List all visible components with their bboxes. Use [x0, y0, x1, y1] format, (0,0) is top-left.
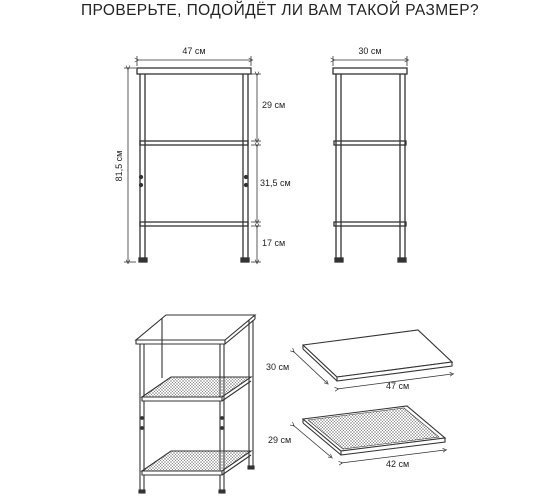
front-middle-shelf [140, 141, 248, 145]
middle-gap-label: 31,5 см [260, 178, 291, 188]
side-bottom-shelf [334, 222, 406, 226]
front-bottom-shelf [140, 222, 248, 226]
side-top-panel [333, 68, 407, 74]
rack-3d-view [136, 315, 255, 493]
front-height-label: 81,5 см [114, 150, 124, 182]
rack-middle-shelf [142, 377, 251, 397]
page-title: ПРОВЕРЬТЕ, ПОДОЙДЁТ ЛИ ВАМ ТАКОЙ РАЗМЕР? [80, 2, 480, 19]
mesh-shelf-detail [303, 406, 445, 455]
mesh-shelf-depth-label: 29 см [268, 435, 292, 445]
side-middle-shelf [334, 141, 406, 145]
top-panel-width-label: 47 см [386, 381, 410, 391]
bottom-gap-label: 17 см [262, 238, 286, 248]
side-view [333, 68, 407, 262]
rack-bottom-shelf [142, 451, 251, 471]
mesh-shelf-width-label: 42 см [386, 459, 410, 469]
top-gap-label: 29 см [262, 100, 286, 110]
top-panel-detail [303, 330, 452, 381]
side-dimensions [333, 56, 407, 66]
front-width-label: 47 см [182, 46, 206, 56]
front-top-panel [137, 68, 251, 74]
side-depth-label: 30 см [358, 46, 382, 56]
top-panel-depth-label: 30 см [266, 362, 290, 372]
front-view [137, 68, 251, 262]
